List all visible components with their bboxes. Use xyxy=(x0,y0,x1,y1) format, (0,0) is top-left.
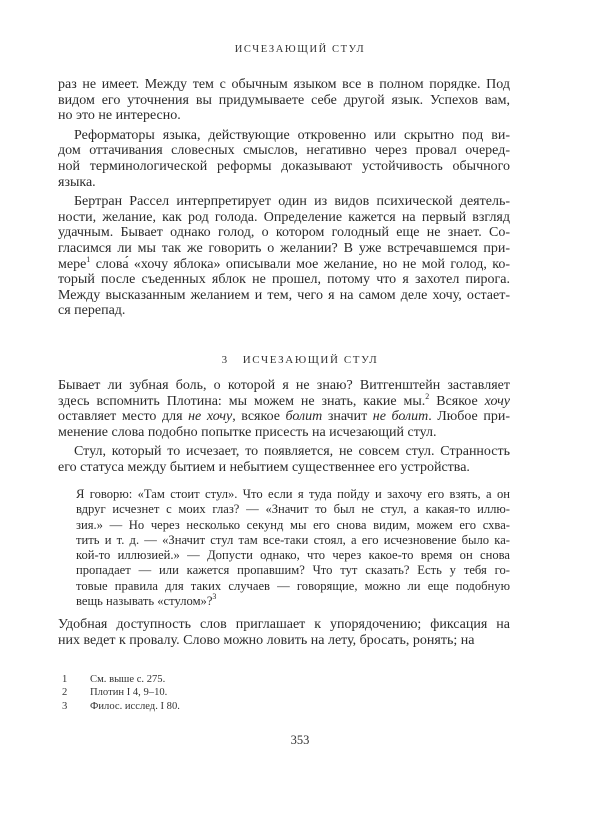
text-run: Реформаторы языка, действующие откровенно или скрытно под ви- xyxy=(74,127,510,143)
text-line xyxy=(58,77,510,93)
paragraph xyxy=(58,378,510,444)
text-run: ности, желание, как род голода. Определение кажется на первый взгляд xyxy=(58,209,510,225)
text-run: Между высказанным желанием и тем, чего я на самом деле хочу, остает- xyxy=(58,287,510,303)
text-run: . Любое при- xyxy=(428,409,510,425)
text-run: Бертран Рассел интерпретирует один из видов психической деятель- xyxy=(74,194,510,210)
text-line xyxy=(76,502,510,517)
text-run: Всякое xyxy=(429,393,485,409)
footnote xyxy=(62,700,180,713)
running-head: ИСЧЕЗАЮЩИЙ СТУЛ xyxy=(234,44,366,55)
text-run: пропадает — или кажется пропавшим? Что тут сказать? Есть у тебя го- xyxy=(76,563,510,578)
text-run: вещь называть «стулом»? xyxy=(76,594,213,609)
text-line xyxy=(58,143,510,159)
paragraph xyxy=(58,617,510,648)
text-run: раз не имеет. Между тем с обычным языком все в полном порядке. Под xyxy=(58,77,510,92)
emphasis: не хочу xyxy=(188,409,233,425)
text-block-top xyxy=(58,77,510,319)
emphasis: болит xyxy=(285,409,323,425)
text-run: менение слова подобно попытке присесть на исчезающий стул. xyxy=(58,424,437,440)
text-run: дом оттачивания словесных смыслов, негативно через провал очеред- xyxy=(58,143,510,159)
footnote-ref: 1 xyxy=(86,254,91,264)
text-run: видом его уточнения вы придумываете себе другой язык. Успехов вам, xyxy=(58,92,510,108)
text-line xyxy=(58,128,510,144)
text-run: значит xyxy=(322,409,373,425)
text-line xyxy=(58,444,510,460)
text-line xyxy=(58,288,510,304)
footnote-ref: 2 xyxy=(425,391,430,401)
text-line xyxy=(76,548,510,563)
text-run: тить и т. д. — «Значит стул там все-таки стоял, а его исчезновение было ка- xyxy=(76,532,510,547)
text-run: кой-то иллюзией.» — Допусти однако, что через какое-то время он снова xyxy=(76,548,510,563)
text-line xyxy=(58,303,510,319)
text-run: его статуса между бытием и небытием существеннее его устройства. xyxy=(58,459,470,475)
section-number: 3 xyxy=(221,354,229,366)
footnote xyxy=(62,673,180,686)
text-line xyxy=(76,563,510,578)
paragraph xyxy=(58,77,510,128)
footnote-number: 1 xyxy=(62,674,68,685)
text-line xyxy=(58,617,510,633)
text-line xyxy=(76,518,510,533)
text-line xyxy=(58,210,510,226)
text-line xyxy=(58,175,510,191)
text-run: здесь вспомнить Плотина: мы можем не знать, какие мы. xyxy=(58,393,426,409)
section-title: ИСЧЕЗАЮЩИЙ СТУЛ xyxy=(242,354,379,366)
text-line xyxy=(58,241,510,257)
footnote-ref: 3 xyxy=(212,592,217,602)
text-block-middle xyxy=(58,378,510,476)
text-run: мере xyxy=(58,256,87,272)
text-run: удачным. Бывает однако голод, о котором голодный еще не знает. Со- xyxy=(58,225,510,241)
footnote xyxy=(62,686,180,699)
text-line xyxy=(58,194,510,210)
text-line xyxy=(58,460,510,476)
text-run: ся перепад. xyxy=(58,303,126,319)
footnote-text: См. выше с. 275. xyxy=(90,674,166,685)
text-line xyxy=(58,409,510,425)
paragraph xyxy=(58,444,510,475)
footnote-number: 2 xyxy=(62,687,68,699)
text-line xyxy=(58,272,510,288)
text-run: языка. xyxy=(58,174,96,190)
text-run: Удобная доступность слов приглашает к упорядочению; фиксация на xyxy=(58,617,510,632)
text-run: Стул, который то исчезает, то появляется, не совсем стул. Странность xyxy=(74,444,510,460)
text-line xyxy=(58,93,510,109)
text-run: торый после съеденных яблок не прошел, потому что я захотел пирога. xyxy=(58,272,510,288)
text-run: но это не интересно. xyxy=(58,108,181,124)
text-run: гласимся ли мы так же говорить о желании? В уже встречавшемся при- xyxy=(58,240,510,256)
text-run: товые правила для таких случаев — говорящие, можно ли еще подобную xyxy=(76,578,510,593)
text-line xyxy=(58,391,510,410)
paragraph xyxy=(58,128,510,194)
text-run: зия.» — Но через несколько секунд мы его снова видим, можем его схва- xyxy=(76,517,510,532)
footnote-text: Плотин I 4, 9–10. xyxy=(90,687,168,699)
text-run: Я говорю: «Там стоит стул». Что если я туда пойду и захочу его взять, а он xyxy=(76,487,510,501)
text-line xyxy=(58,254,510,273)
footnote-number: 3 xyxy=(62,700,68,712)
text-line xyxy=(58,425,510,441)
text-run: Бывает ли зубная боль, о которой я не знаю? Витгенштейн заставляет xyxy=(58,378,510,393)
text-run: оставляет место для xyxy=(58,409,189,425)
text-line xyxy=(58,159,510,175)
text-run: вдруг исчезнет с моих глаз? — «Значит то был не стул, а какая-то иллю- xyxy=(76,502,510,517)
text-line xyxy=(58,633,510,649)
block-quote xyxy=(76,487,510,609)
text-line xyxy=(58,108,510,124)
emphasis: не болит xyxy=(372,409,429,425)
text-line xyxy=(58,225,510,241)
text-run: слова́ «хочу яблока» описывали мое желание, но не мой голод, ко- xyxy=(90,256,510,272)
text-block-bottom xyxy=(58,617,510,648)
text-run: них ведет к провалу. Слово можно ловить на лету, бросать, ронять; на xyxy=(58,632,475,648)
text-line xyxy=(58,378,510,394)
text-line xyxy=(76,533,510,548)
text-line xyxy=(76,579,510,594)
text-run: , всякое xyxy=(232,409,286,425)
paragraph xyxy=(58,194,510,319)
footnotes xyxy=(62,673,180,713)
text-line xyxy=(76,594,510,609)
text-run: ной терминологической реформы доказывают устойчивость обычного xyxy=(58,158,510,174)
emphasis: хочу xyxy=(484,393,510,409)
text-line xyxy=(76,487,510,502)
footnote-text: Филос. исслед. I 80. xyxy=(90,700,180,712)
section-heading xyxy=(0,353,600,367)
page-number: 353 xyxy=(290,733,310,747)
